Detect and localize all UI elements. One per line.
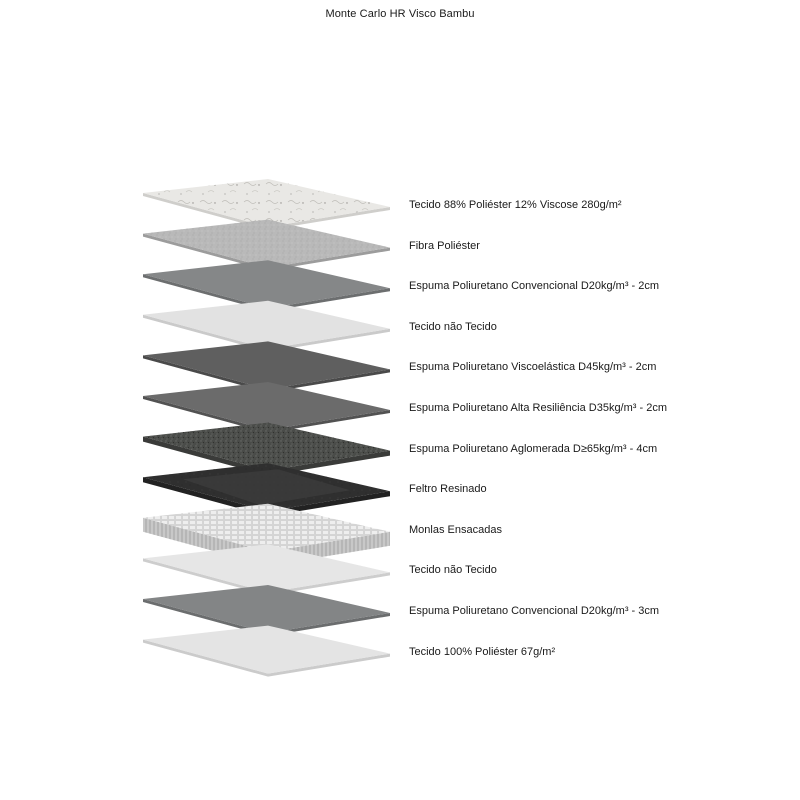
layer-label: Espuma Poliuretano Convencional D20kg/m³ - 2cm	[409, 280, 660, 293]
layer-label: Tecido 100% Poliéster 67g/m²	[409, 645, 556, 658]
layer-labels	[409, 0, 789, 800]
layer-label: Feltro Resinado	[409, 483, 487, 496]
layer-label: Espuma Poliuretano Aglomerada D≥65kg/m³ - 4cm	[409, 442, 658, 455]
layer-12	[143, 626, 390, 677]
layer-label: Espuma Poliuretano Alta Resiliência D35kg/m³ - 2cm	[409, 402, 668, 414]
layer-label: Tecido não Tecido	[409, 564, 497, 577]
layer-top	[143, 626, 390, 674]
layer-label: Monlas Ensacadas	[409, 523, 502, 536]
layer-label: Tecido não Tecido	[409, 320, 497, 333]
layer-label: Fibra Poliéster	[409, 239, 480, 252]
diagram-title: Monte Carlo HR Visco Bambu	[325, 8, 475, 20]
layer-label: Espuma Poliuretano Viscoelástica D45kg/m³ - 2cm	[409, 361, 657, 374]
layer-label: Tecido 88% Poliéster 12% Viscose 280g/m²	[409, 199, 622, 211]
layer-label: Espuma Poliuretano Convencional D20kg/m³ - 3cm	[409, 605, 660, 617]
